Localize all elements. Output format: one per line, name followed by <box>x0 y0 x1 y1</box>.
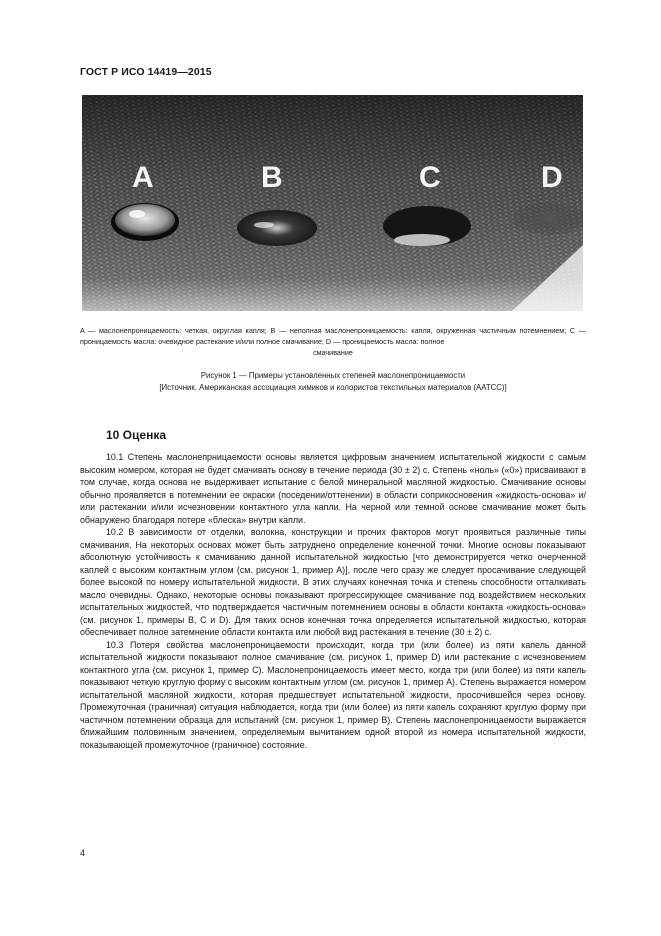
figure-label-c: C <box>419 161 441 194</box>
paragraph-10-3: 10.3 Потеря свойства маслонепроницаемости происходит, когда три (или более) из пяти капель данной испытательной жидкости показывают полное смачивание (см. рисунок 1, пример D) или растекание с исчезновением контактного угла (см. рисунок 1, пример C). Маслонепроницаемость имеет место, когда три (или более) из пяти капель показывают четкую круглую форму с высоким контактным углом (см. рисунок 1, пример A). Степень выражается номером испытательной масляной жидкости, которая предшествует испытательной жидкости, просочившейся через основу. Промежуточная (граничная) ситуация наблюдается, когда три (или более) из пяти капель сохраняют круглую форму при частичном потемнении образца для испытаний (см. рисунок 1, пример B). Степень маслонепроницаемости выражается ближайшим половинным значением, определяемым вычитанием одной второй из номера испытательной жидкости, показывающей промежуточное (граничное) состояние. <box>80 639 586 750</box>
paragraph-10-1: 10.1 Степень маслонепрницаемости основы является цифровым значением испытательной жидкости с самым высоким номером, которая не будет смачивать основу в течение периода (30 ± 2) с. Степень «ноль» («0») присваивают в том случае, когда основа не выдерживает испытание с белой минеральной масляной жидкостью. Смачивание основы обычно проявляется в потемнении ее окраски (поседении/оттенении) в области соприкосновения «жидкость-основа» и/или растекании и/или исчезновении контактного угла капли. На черной или темной основе смачивание может быть обнаружено благодаря потере «блеска» внутри капли. <box>80 452 586 525</box>
paragraph-10-2: 10.2 В зависимости от отделки, волокна, конструкции и прочих факторов могут проявиться различные типы смачивания. На некоторых основах может быть затруднено определение конечной точки. Многие основы показывают абсолютную устойчивость к смачиванию данной испытательной жидкостью [что демонстрируется четко очерченной каплей с высоким контактным углом (см. рисунок 1, пример A)], после чего сразу же следует просачивание следующей более высокой по номеру испытательной жидкости. В этих случаях конечная точка и степень способности отталкивать масло очевидны. Однако, некоторые основы показывают прогрессирующее смачивание под воздействием нескольких испытательных жидкостей, что подтверждается частичным потемнением основы в области контакта «жидкость-основа» (см. рисунок 1, примеры B, C и D). Для таких основ конечная точка определяется испытательной жидкостью, которая обеспечивает полное затемнение области контакта или любой вид растекания в течение (30 ± 2) с. <box>80 527 586 637</box>
figure-title: Рисунок 1 — Примеры установленных степеней маслонепроницаемости <box>200 371 466 380</box>
figure-legend-end: смачивание <box>313 348 353 357</box>
document-header: ГОСТ Р ИСО 14419—2015 <box>80 66 212 78</box>
section-body <box>80 451 586 751</box>
section-title: 10 Оценка <box>106 428 166 442</box>
figure-label-b: B <box>261 161 283 194</box>
figure-caption <box>80 370 586 394</box>
figure-source: [Источник. Американская ассоциация химиков и колористов текстильных материалов (AATCC)] <box>159 383 507 392</box>
figure-legend <box>80 325 586 358</box>
figure-photo <box>82 95 583 311</box>
page-number: 4 <box>80 848 86 858</box>
figure-legend-text: A — маслонепроницаемость: четкая, округлая капля; B — неполная маслонепроницаемость: капля, окруженная частичным потемнением; C — проницаемость масла: очевидное растекание и/или полное смачивание; D — проницаемость масла: полное <box>80 326 586 346</box>
figure-label-d: D <box>541 161 563 194</box>
figure-label-a: A <box>132 161 154 194</box>
